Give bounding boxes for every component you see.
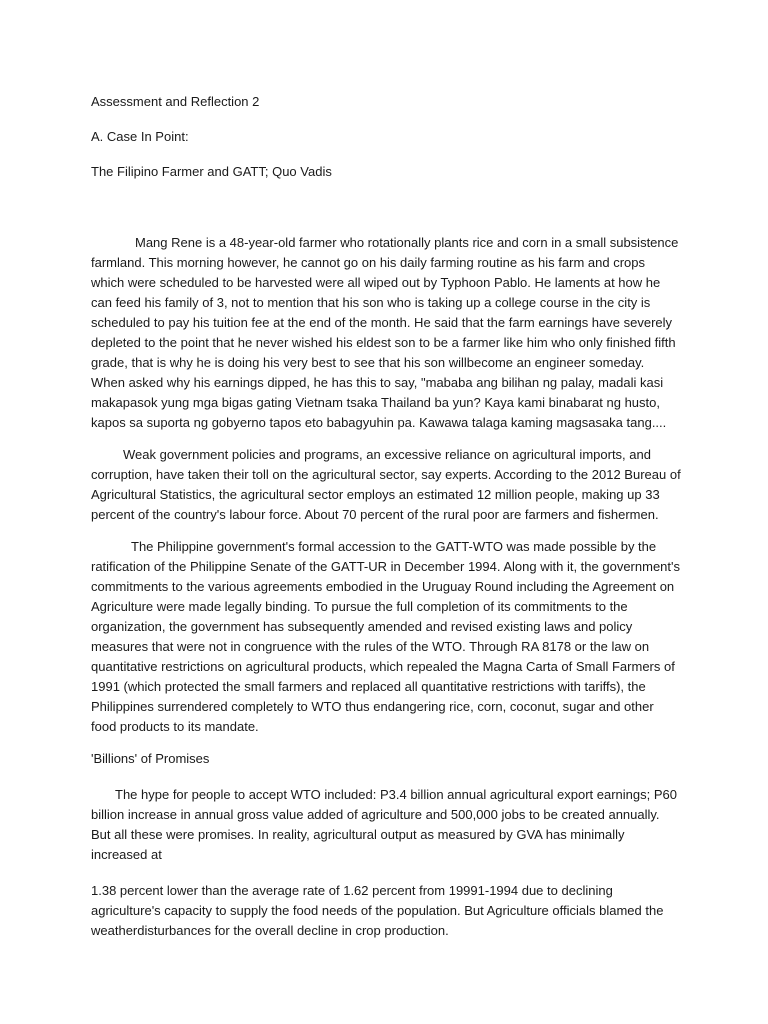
paragraph-gatt-accession: The Philippine government's formal accession to the GATT-WTO was made possible by the ratification of the Philippine Senate of the GATT-UR in December 1994. Along with it, the government's commitments to the various agreements embodied in the Uruguay Round including the Agreement on Agriculture were made legally binding. To pursue the full completion of its commitments to the organization, the government has subsequently amended and revised existing laws and policy measures that were not in congruence with the rules of the WTO. Through RA 8178 or the law on quantitative restrictions on agricultural products, which repealed the Magna Carta of Small Farmers of 1991 (which protected the small farmers and replaced all quantitative restrictions with tariffs), the Philippines surrendered completely to WTO thus endangering rice, corn, coconut, sugar and other food products to its mandate. — [91, 539, 680, 734]
document-subtitle: The Filipino Farmer and GATT; Quo Vadis — [91, 164, 332, 179]
paragraph-gva-decline: 1.38 percent lower than the average rate of 1.62 percent from 19991-1994 due to declining agriculture's capacity to supply the food needs of the population. But Agriculture officials blamed the weatherdisturbances for the overall decline in crop production. — [91, 883, 664, 938]
paragraph-weak-policies: Weak government policies and programs, an excessive reliance on agricultural imports, and corruption, have taken their toll on the agricultural sector, say experts. According to the 2012 Bureau of Agricultural Statistics, the agricultural sector employs an estimated 12 million people, making up 33 percent of the country's labour force. About 70 percent of the rural poor are farmers and fishermen. — [91, 447, 681, 522]
paragraph-mang-rene: Mang Rene is a 48-year-old farmer who rotationally plants rice and corn in a small subsistence farmland. This morning however, he cannot go on his daily farming routine as his farm and crops which were scheduled to be harvested were all wiped out by Typhoon Pablo. He laments at how he can feed his family of 3, not to mention that his son who is taking up a college course in the city is scheduled to pay his tuition fee at the end of the month. He said that the farm earnings have severely depleted to the point that he never wished his eldest son to be a farmer like him who only finished fifth grade, that is why he is doing his very best to see that his son willbecome an engineer someday. When asked why his earnings dipped, he has this to say, "mababa ang bilihan ng palay, madali kasi makapasok yung mga bigas gating Vietnam tsaka Thailand ba yun? Kaya kami binabarat ng husto, kapos sa suporta ng gobyerno tapos eto babagyuhin pa. Kawawa talaga kaming magsasaka tang.... — [91, 235, 679, 430]
section-label: A. Case In Point: — [91, 129, 189, 144]
paragraph-wto-hype: The hype for people to accept WTO included: P3.4 billion annual agricultural export earnings; P60 billion increase in annual gross value added of agriculture and 500,000 jobs to be created annually. But all these were promises. In reality, agricultural output as measured by GVA has minimally increased at — [91, 787, 677, 862]
document-body — [91, 92, 681, 941]
section-heading-billions: 'Billions' of Promises — [91, 751, 210, 766]
document-title: Assessment and Reflection 2 — [91, 94, 260, 109]
